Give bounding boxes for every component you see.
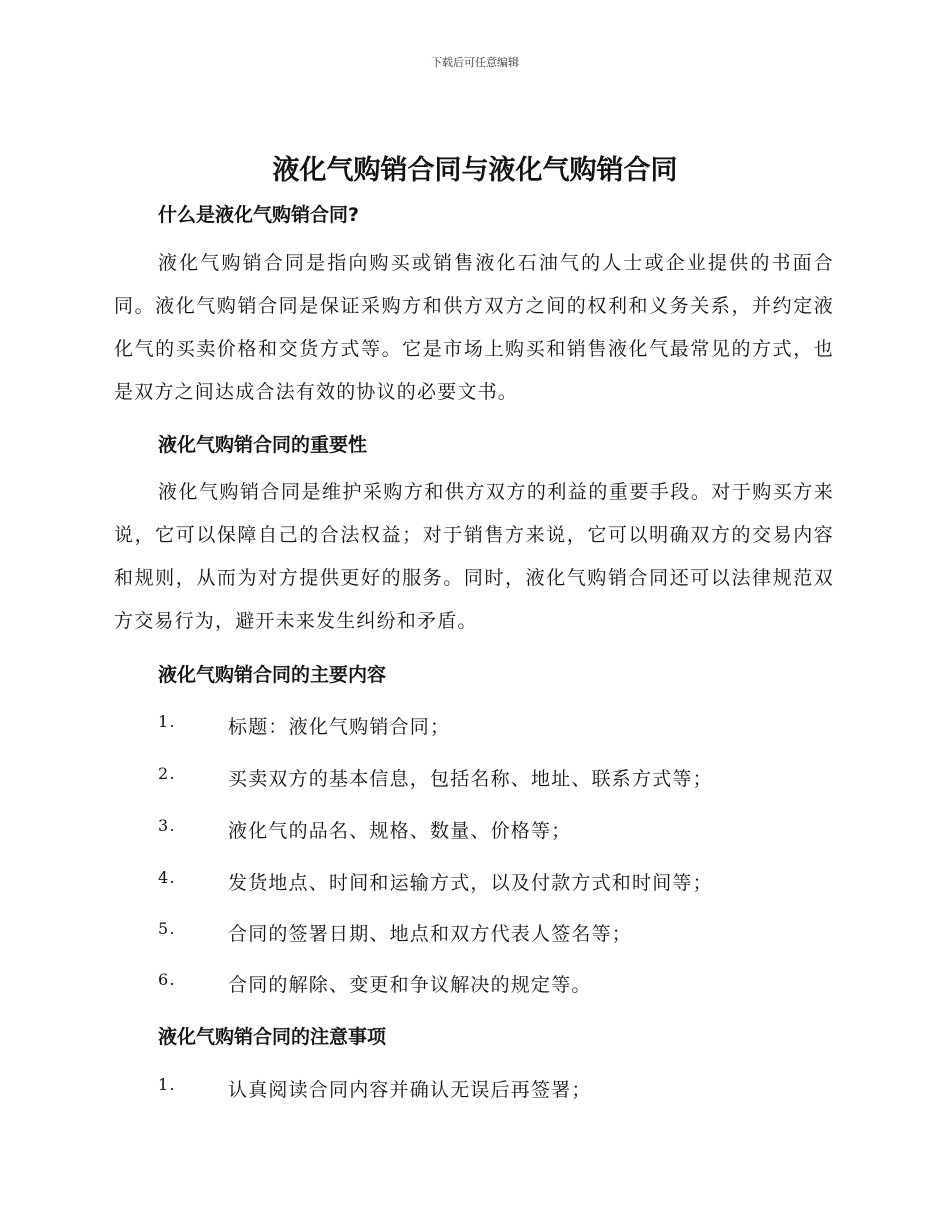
- list-item-number: 5.: [158, 919, 176, 938]
- list-item-number: 1.: [158, 712, 176, 731]
- section-heading-main-content: 液化气购销合同的主要内容: [158, 664, 387, 686]
- list-item-text: 发货地点、时间和运输方式，以及付款方式和时间等；: [228, 872, 713, 894]
- list-item-text: 标题：液化气购销合同；: [228, 716, 451, 738]
- list-item-text: 液化气的品名、规格、数量、价格等；: [228, 820, 572, 842]
- list-item-number: 6.: [158, 970, 176, 989]
- list-item-text: 合同的签署日期、地点和双方代表人签名等；: [228, 923, 633, 945]
- list-item-number: 1.: [158, 1075, 176, 1094]
- document-title: 液化气购销合同与液化气购销合同: [272, 155, 678, 186]
- section-heading-what-is: 什么是液化气购销合同?: [158, 204, 360, 226]
- list-item-text: 买卖双方的基本信息，包括名称、地址、联系方式等；: [228, 768, 713, 790]
- list-item-number: 4.: [158, 868, 176, 887]
- list-item-text: 合同的解除、变更和争议解决的规定等。: [228, 974, 592, 996]
- section-heading-notes: 液化气购销合同的注意事项: [158, 1026, 387, 1048]
- list-item-number: 3.: [158, 816, 176, 835]
- list-item-text: 认真阅读合同内容并确认无误后再签署；: [228, 1079, 592, 1101]
- section-heading-importance: 液化气购销合同的重要性: [158, 434, 368, 456]
- header-note: 下载后可任意编辑: [431, 56, 519, 69]
- section-paragraph-what-is: 液化气购销合同是指向购买或销售液化石油气的人士或企业提供的书面合同。液化气购销合同是保证采购方和供方双方之间的权利和义务关系，并约定液化气的买卖价格和交货方式等。它是市场上购买和销售液化气最常见的方式，也是双方之间达成合法有效的协议的必要文书。: [114, 252, 834, 403]
- list-item-number: 2.: [158, 764, 176, 783]
- section-paragraph-importance: 液化气购销合同是维护采购方和供方双方的利益的重要手段。对于购买方来说，它可以保障自己的合法权益；对于销售方来说，它可以明确双方的交易内容和规则，从而为对方提供更好的服务。同时，液化气购销合同还可以法律规范双方交易行为，避开未来发生纠纷和矛盾。: [114, 481, 834, 632]
